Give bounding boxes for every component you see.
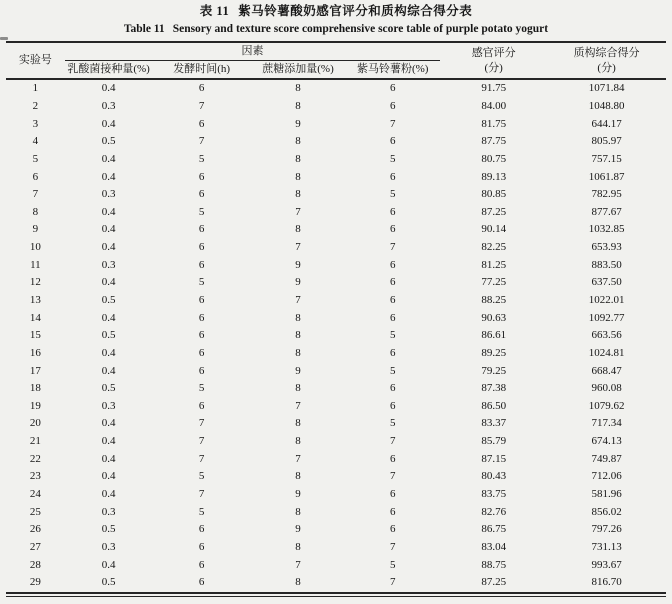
factor-powder-cell: 6 [389, 382, 396, 395]
factor-inoculation-cell: 0.3 [101, 258, 116, 271]
table-row [6, 345, 666, 363]
sensory-score-cell: 84.00 [481, 99, 507, 112]
sensory-score-cell: 80.75 [481, 152, 507, 165]
header-texture-score-line1: 质构综合得分 [573, 46, 640, 59]
factor-inoculation-cell: 0.4 [101, 223, 116, 236]
factor-time-cell: 5 [198, 470, 205, 483]
factor-powder-cell: 7 [389, 117, 396, 130]
factor-sucrose-cell: 8 [295, 576, 301, 589]
table-row [6, 256, 666, 274]
experiment-no-cell: 27 [29, 540, 41, 553]
factor-inoculation-cell: 0.5 [101, 329, 116, 342]
factor-inoculation-cell: 0.4 [101, 558, 116, 571]
factor-time-cell: 7 [198, 435, 205, 448]
factor-sucrose-cell: 8 [295, 540, 301, 553]
table-number-zh: 表 11 [199, 4, 230, 18]
factor-sucrose-cell: 7 [295, 399, 301, 412]
sensory-score-cell: 80.85 [481, 188, 507, 201]
factor-powder-cell: 7 [389, 576, 396, 589]
factor-sucrose-cell: 8 [295, 223, 301, 236]
factor-inoculation-cell: 0.4 [101, 488, 116, 501]
factor-powder-cell: 6 [389, 205, 396, 218]
header-sensory-score-line1: 感官评分 [471, 46, 516, 59]
table-row [6, 98, 666, 116]
header-factor-sucrose: 蔗糖添加量(%) [251, 61, 345, 80]
table-row [6, 539, 666, 557]
factor-powder-cell: 6 [389, 488, 396, 501]
factor-sucrose-cell: 7 [295, 558, 301, 571]
factor-sucrose-cell: 9 [295, 364, 301, 377]
experiment-no-cell: 20 [29, 417, 41, 430]
sensory-score-cell: 82.76 [481, 505, 507, 518]
texture-score-cell: 1022.01 [588, 294, 625, 306]
header-row-1 [6, 42, 666, 61]
table-row [6, 292, 666, 310]
factor-powder-cell: 7 [389, 540, 396, 553]
sensory-score-cell: 88.25 [481, 294, 507, 306]
table-row [6, 309, 666, 327]
factor-time-cell: 6 [198, 294, 205, 306]
texture-score-cell: 653.93 [591, 241, 622, 254]
table-row [6, 556, 666, 574]
factor-inoculation-cell: 0.5 [101, 523, 116, 536]
table-number-en: Table 11 [123, 23, 165, 35]
table-body [6, 79, 666, 593]
factor-powder-cell: 7 [389, 470, 396, 483]
header-sensory-score [440, 42, 547, 79]
sensory-score-cell: 77.25 [481, 276, 507, 289]
experiment-no-cell: 10 [29, 241, 41, 254]
factor-sucrose-cell: 8 [295, 311, 301, 324]
factor-inoculation-cell: 0.5 [101, 294, 116, 306]
sensory-score-cell: 89.13 [481, 170, 507, 183]
texture-score-cell: 1024.81 [588, 346, 625, 359]
factor-inoculation-cell: 0.5 [101, 135, 116, 148]
factor-sucrose-cell: 7 [295, 452, 301, 465]
factor-inoculation-cell: 0.4 [101, 205, 116, 218]
table-title-zh: 紫马铃薯酸奶感官评分和质构综合得分表 [238, 4, 473, 18]
table-row [6, 486, 666, 504]
texture-score-cell: 668.47 [591, 364, 622, 377]
experiment-no-cell: 1 [32, 82, 39, 95]
factor-sucrose-cell: 7 [295, 205, 301, 218]
table-row [6, 186, 666, 204]
texture-score-cell: 877.67 [591, 205, 622, 218]
factor-powder-cell: 5 [389, 417, 396, 430]
texture-score-cell: 731.13 [591, 540, 622, 553]
texture-score-cell: 782.95 [591, 188, 622, 201]
factor-time-cell: 6 [198, 311, 205, 324]
experiment-no-cell: 15 [29, 329, 41, 342]
factor-inoculation-cell: 0.5 [101, 576, 116, 589]
factor-sucrose-cell: 8 [295, 382, 301, 395]
factor-inoculation-cell: 0.3 [101, 540, 116, 553]
factor-time-cell: 6 [198, 170, 205, 183]
header-factor-potato-powder: 紫马铃薯粉(%) [345, 61, 440, 80]
factor-sucrose-cell: 7 [295, 294, 301, 306]
sensory-score-cell: 82.25 [481, 241, 507, 254]
texture-score-cell: 757.15 [591, 152, 622, 165]
sensory-score-cell: 91.75 [481, 82, 507, 95]
factor-time-cell: 7 [198, 99, 205, 112]
factor-powder-cell: 6 [389, 399, 396, 412]
factor-inoculation-cell: 0.4 [101, 82, 116, 95]
texture-score-cell: 712.06 [591, 470, 622, 483]
table-row [6, 380, 666, 398]
page-subtitle [6, 20, 666, 38]
factor-time-cell: 5 [198, 382, 205, 395]
sensory-score-cell: 79.25 [481, 364, 507, 377]
factor-powder-cell: 5 [389, 152, 396, 165]
sensory-score-cell: 89.25 [481, 346, 507, 359]
experiment-no-cell: 5 [32, 152, 39, 165]
factor-time-cell: 5 [198, 152, 205, 165]
table-row [6, 415, 666, 433]
texture-score-cell: 644.17 [591, 117, 622, 130]
factor-sucrose-cell: 8 [295, 152, 301, 165]
table-header [6, 42, 666, 79]
factor-powder-cell: 6 [389, 82, 396, 95]
factor-time-cell: 6 [198, 558, 205, 571]
sensory-score-cell: 87.25 [481, 576, 507, 589]
factor-powder-cell: 6 [389, 258, 396, 271]
factor-powder-cell: 6 [389, 276, 396, 289]
factor-powder-cell: 6 [389, 311, 396, 324]
factor-time-cell: 6 [198, 188, 205, 201]
factor-sucrose-cell: 9 [295, 523, 301, 536]
texture-score-cell: 1061.87 [588, 170, 625, 183]
experiment-no-cell: 7 [32, 188, 39, 201]
sensory-score-cell: 81.25 [481, 258, 507, 271]
factor-time-cell: 6 [198, 82, 205, 95]
experiment-no-cell: 14 [29, 311, 41, 324]
results-table [6, 41, 666, 594]
table-row [6, 151, 666, 169]
experiment-no-cell: 11 [30, 258, 41, 271]
table-bottom-rule [6, 594, 666, 597]
texture-score-cell: 637.50 [591, 276, 622, 289]
sensory-score-cell: 80.43 [481, 470, 507, 483]
factor-sucrose-cell: 8 [295, 99, 301, 112]
factor-powder-cell: 6 [389, 99, 396, 112]
texture-score-cell: 805.97 [591, 135, 622, 148]
texture-score-cell: 663.56 [591, 329, 622, 342]
factor-time-cell: 7 [198, 417, 205, 430]
sensory-score-cell: 85.79 [481, 435, 507, 448]
factor-powder-cell: 7 [389, 241, 396, 254]
texture-score-cell: 960.08 [591, 382, 622, 395]
experiment-no-cell: 18 [29, 382, 41, 395]
texture-score-cell: 1048.80 [588, 99, 625, 112]
factor-powder-cell: 6 [389, 452, 396, 465]
factor-powder-cell: 5 [389, 329, 396, 342]
factor-powder-cell: 6 [389, 223, 396, 236]
scan-artifact [0, 37, 8, 40]
sensory-score-cell: 88.75 [481, 558, 507, 571]
sensory-score-cell: 90.63 [481, 311, 507, 324]
factor-powder-cell: 6 [389, 505, 396, 518]
factor-sucrose-cell: 8 [295, 135, 301, 148]
factor-time-cell: 6 [198, 364, 205, 377]
sensory-score-cell: 83.75 [481, 488, 507, 501]
table-row [6, 362, 666, 380]
header-factors-group: 因素 [65, 42, 441, 61]
factor-powder-cell: 5 [389, 558, 396, 571]
factor-inoculation-cell: 0.4 [101, 117, 116, 130]
header-texture-score [547, 42, 666, 79]
factor-inoculation-cell: 0.3 [101, 505, 116, 518]
factor-inoculation-cell: 0.4 [101, 170, 116, 183]
factor-powder-cell: 5 [389, 364, 396, 377]
sensory-score-cell: 90.14 [481, 223, 507, 236]
factor-time-cell: 5 [198, 205, 205, 218]
factor-sucrose-cell: 8 [295, 435, 301, 448]
texture-score-cell: 1071.84 [588, 82, 625, 95]
table-row [6, 327, 666, 345]
factor-time-cell: 6 [198, 241, 205, 254]
texture-score-cell: 1032.85 [588, 223, 625, 236]
factor-sucrose-cell: 8 [295, 82, 301, 95]
experiment-no-cell: 21 [29, 435, 41, 448]
factor-time-cell: 7 [198, 452, 205, 465]
factor-sucrose-cell: 9 [295, 117, 301, 130]
texture-score-cell: 1092.77 [588, 311, 625, 324]
factor-time-cell: 6 [198, 576, 205, 589]
table-row [6, 274, 666, 292]
factor-time-cell: 6 [198, 540, 205, 553]
header-sensory-score-line2: (分) [484, 61, 503, 74]
experiment-no-cell: 9 [32, 223, 39, 236]
factor-sucrose-cell: 8 [295, 470, 301, 483]
table-row [6, 203, 666, 221]
factor-inoculation-cell: 0.4 [101, 470, 116, 483]
sensory-score-cell: 87.15 [481, 452, 507, 465]
factor-time-cell: 6 [198, 117, 205, 130]
factor-powder-cell: 5 [389, 188, 396, 201]
factor-inoculation-cell: 0.5 [101, 382, 116, 395]
factor-inoculation-cell: 0.4 [101, 417, 116, 430]
table-row [6, 79, 666, 98]
page-title [6, 3, 666, 20]
factor-inoculation-cell: 0.4 [101, 435, 116, 448]
table-row [6, 221, 666, 239]
table-row [6, 115, 666, 133]
table-row [6, 503, 666, 521]
factor-time-cell: 6 [198, 346, 205, 359]
sensory-score-cell: 87.25 [481, 205, 507, 218]
factor-powder-cell: 6 [389, 523, 396, 536]
experiment-no-cell: 6 [32, 170, 39, 183]
texture-score-cell: 581.96 [591, 488, 622, 501]
factor-inoculation-cell: 0.4 [101, 311, 116, 324]
experiment-no-cell: 4 [32, 135, 39, 148]
experiment-no-cell: 23 [29, 470, 41, 483]
factor-inoculation-cell: 0.4 [101, 152, 116, 165]
factor-powder-cell: 7 [389, 435, 396, 448]
table-title-en: Sensory and texture score comprehensive score table of purple potato yogurt [172, 23, 549, 35]
factor-time-cell: 7 [198, 135, 205, 148]
factor-time-cell: 5 [198, 505, 205, 518]
experiment-no-cell: 13 [29, 294, 41, 306]
header-texture-score-line2: (分) [597, 61, 616, 74]
experiment-no-cell: 12 [29, 276, 41, 289]
factor-time-cell: 6 [198, 258, 205, 271]
paper-page [6, 0, 666, 597]
sensory-score-cell: 86.50 [481, 399, 507, 412]
table-row [6, 133, 666, 151]
table-row [6, 574, 666, 593]
experiment-no-cell: 22 [29, 452, 41, 465]
factor-sucrose-cell: 8 [295, 346, 301, 359]
experiment-no-cell: 29 [29, 576, 41, 589]
factor-sucrose-cell: 7 [295, 241, 301, 254]
header-factor-inoculation: 乳酸菌接种量(%) [65, 61, 153, 80]
factor-time-cell: 5 [198, 276, 205, 289]
experiment-no-cell: 3 [32, 117, 39, 130]
experiment-no-cell: 28 [29, 558, 41, 571]
table-row [6, 433, 666, 451]
factor-sucrose-cell: 9 [295, 276, 301, 289]
table-row [6, 450, 666, 468]
header-factor-fermentation-time: 发酵时间(h) [153, 61, 251, 80]
texture-score-cell: 749.87 [591, 452, 622, 465]
factor-sucrose-cell: 8 [295, 188, 301, 201]
texture-score-cell: 1079.62 [588, 399, 625, 412]
factor-inoculation-cell: 0.3 [101, 99, 116, 112]
factor-inoculation-cell: 0.4 [101, 452, 116, 465]
factor-powder-cell: 6 [389, 346, 396, 359]
factor-sucrose-cell: 8 [295, 417, 301, 430]
table-row [6, 168, 666, 186]
factor-powder-cell: 6 [389, 170, 396, 183]
factor-time-cell: 6 [198, 399, 205, 412]
sensory-score-cell: 86.75 [481, 523, 507, 536]
experiment-no-cell: 26 [29, 523, 41, 536]
factor-powder-cell: 6 [389, 135, 396, 148]
texture-score-cell: 717.34 [591, 417, 622, 430]
table-row [6, 398, 666, 416]
experiment-no-cell: 2 [32, 99, 39, 112]
factor-sucrose-cell: 8 [295, 170, 301, 183]
texture-score-cell: 674.13 [591, 435, 622, 448]
sensory-score-cell: 83.04 [481, 540, 507, 553]
experiment-no-cell: 16 [29, 346, 41, 359]
factor-inoculation-cell: 0.3 [101, 188, 116, 201]
texture-score-cell: 816.70 [591, 576, 622, 589]
factor-inoculation-cell: 0.4 [101, 346, 116, 359]
factor-sucrose-cell: 9 [295, 488, 301, 501]
factor-time-cell: 6 [198, 223, 205, 236]
factor-sucrose-cell: 8 [295, 505, 301, 518]
experiment-no-cell: 19 [29, 399, 41, 412]
table-row [6, 521, 666, 539]
texture-score-cell: 797.26 [591, 523, 622, 536]
factor-time-cell: 7 [198, 488, 205, 501]
factor-inoculation-cell: 0.4 [101, 364, 116, 377]
header-experiment-no: 实验号 [6, 42, 65, 79]
sensory-score-cell: 87.75 [481, 135, 507, 148]
experiment-no-cell: 24 [29, 488, 41, 501]
table-row [6, 468, 666, 486]
factor-powder-cell: 6 [389, 294, 396, 306]
experiment-no-cell: 25 [29, 505, 41, 518]
sensory-score-cell: 87.38 [481, 382, 507, 395]
factor-sucrose-cell: 9 [295, 258, 301, 271]
experiment-no-cell: 8 [32, 205, 39, 218]
factor-inoculation-cell: 0.4 [101, 276, 116, 289]
sensory-score-cell: 83.37 [481, 417, 507, 430]
table-row [6, 239, 666, 257]
factor-sucrose-cell: 8 [295, 329, 301, 342]
experiment-no-cell: 17 [29, 364, 41, 377]
sensory-score-cell: 81.75 [481, 117, 507, 130]
texture-score-cell: 883.50 [591, 258, 622, 271]
factor-time-cell: 6 [198, 523, 205, 536]
factor-time-cell: 6 [198, 329, 205, 342]
factor-inoculation-cell: 0.3 [101, 399, 116, 412]
factor-inoculation-cell: 0.4 [101, 241, 116, 254]
texture-score-cell: 993.67 [591, 558, 622, 571]
texture-score-cell: 856.02 [591, 505, 622, 518]
sensory-score-cell: 86.61 [481, 329, 507, 342]
